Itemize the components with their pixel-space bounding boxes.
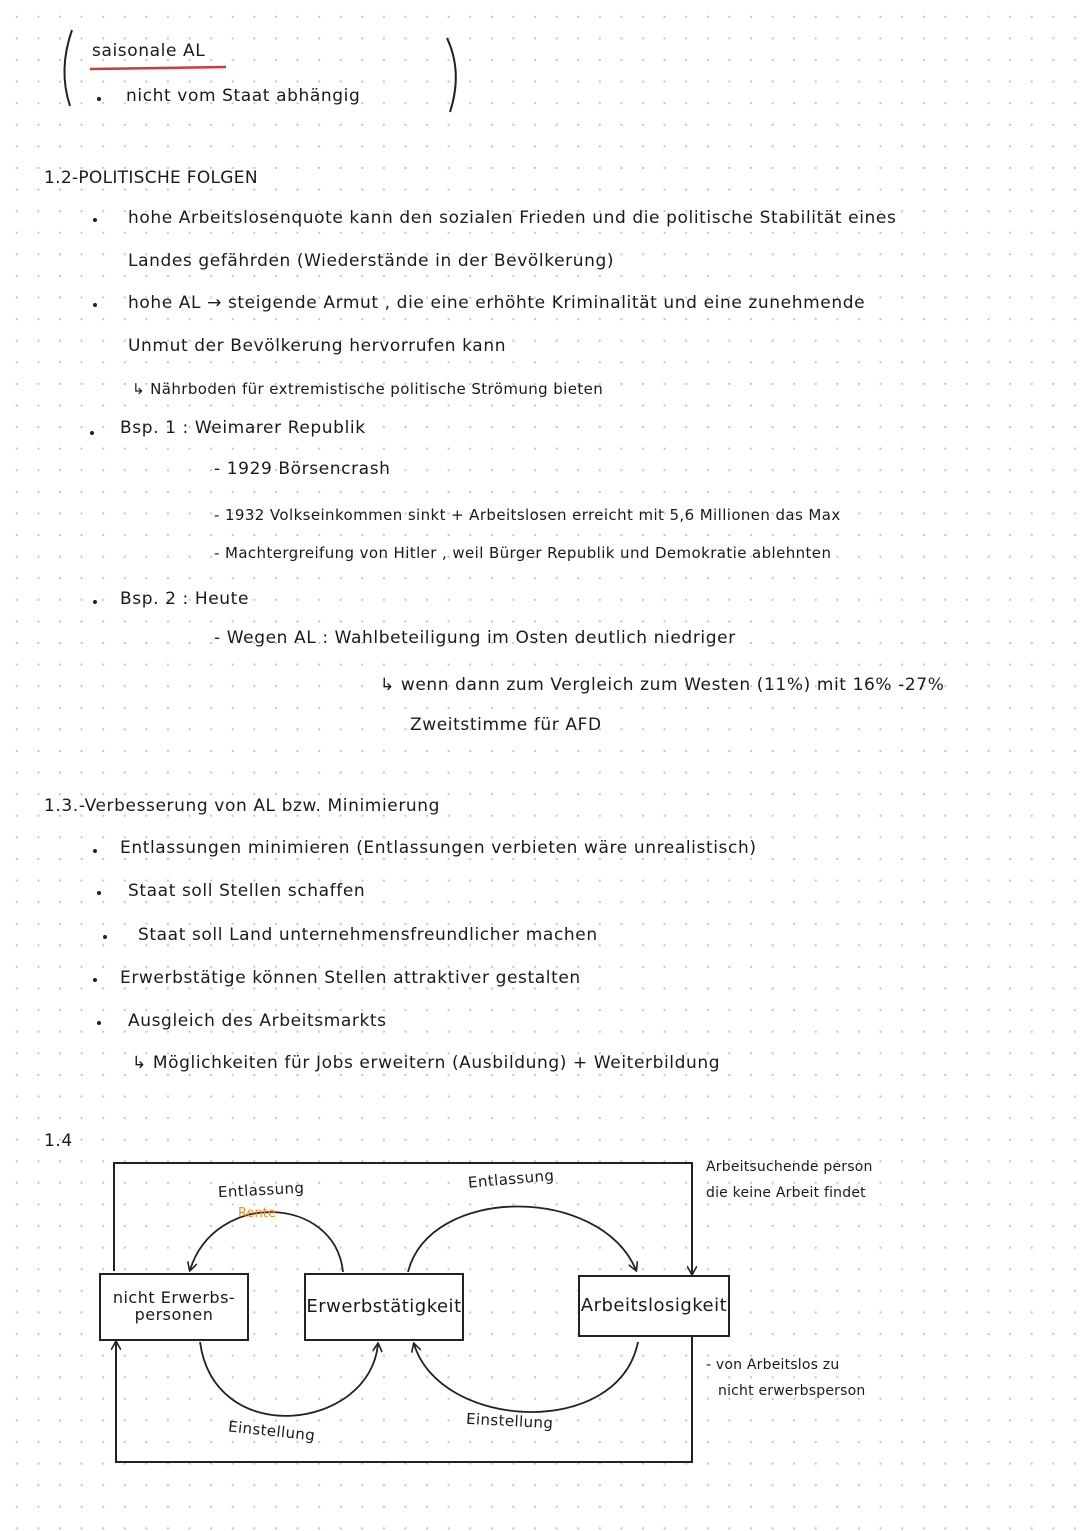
frame-top-arrow	[114, 1163, 692, 1274]
example-2-item-1: - Wegen AL : Wahlbeteiligung im Osten deutlich niedriger	[214, 628, 736, 648]
arc-entlassung-rente	[190, 1212, 343, 1272]
measure-5: Ausgleich des Arbeitsmarkts	[128, 1011, 387, 1031]
box-arbeitslosigkeit	[578, 1275, 730, 1337]
example-1-heading: Bsp. 1 : Weimarer Republik	[120, 418, 366, 438]
bullet-2-line-3: ↳ Nährboden für extremistische politische Strömung bieten	[132, 380, 604, 398]
example-1-item-3: - Machtergreifung von Hitler , weil Bürger Republik und Demokratie ablehnten	[214, 544, 832, 562]
seasonal-item: nicht vom Staat abhängig	[126, 86, 361, 106]
example-2-item-3: Zweitstimme für AFD	[410, 715, 602, 735]
measure-5-sub: ↳ Möglichkeiten für Jobs erweitern (Ausbildung) + Weiterbildung	[132, 1053, 721, 1073]
measure-3: Staat soll Land unternehmensfreundlicher machen	[138, 925, 598, 945]
example-1-item-1: - 1929 Börsencrash	[214, 459, 391, 479]
note-bottom-line-1: - von Arbeitslos zu	[706, 1357, 840, 1373]
box-erwerbstaetigkeit	[304, 1273, 464, 1341]
label-einstellung-right: Einstellung	[465, 1409, 554, 1433]
bullet-2-line-2: Unmut der Bevölkerung hervorrufen kann	[128, 336, 507, 356]
section-heading-1-2: 1.2-POLITISCHE FOLGEN	[44, 168, 258, 188]
arc-einstellung-left	[200, 1342, 378, 1416]
section-label-1-4: 1.4	[44, 1131, 73, 1151]
note-top-line-1: Arbeitsuchende person	[706, 1159, 873, 1175]
measure-1: Entlassungen minimieren (Entlassungen verbieten wäre unrealistisch)	[120, 838, 757, 858]
measure-4: Erwerbstätige können Stellen attraktiver gestalten	[120, 968, 581, 988]
box-arbeitslosigkeit-label: Arbeitslosigkeit	[580, 1294, 728, 1316]
bullet-1-line-2: Landes gefährden (Wiederstände in der Bevölkerung)	[128, 251, 615, 271]
measure-2: Staat soll Stellen schaffen	[128, 881, 366, 901]
box-nicht-erwerbspersonen	[99, 1273, 249, 1341]
arc-entlassung	[408, 1206, 636, 1272]
example-2-item-2: ↳ wenn dann zum Vergleich zum Westen (11%) mit 16% -27%	[380, 675, 945, 695]
section-heading-1-3: 1.3.-Verbesserung von AL bzw. Minimierung	[44, 796, 441, 816]
example-1-item-2: - 1932 Volkseinkommen sinkt + Arbeitslosen erreicht mit 5,6 Millionen das Max	[214, 506, 841, 524]
label-entlassung-right: Entlassung	[467, 1166, 555, 1192]
label-rente: Rente	[238, 1206, 276, 1221]
bullet-2-line-1: hohe AL → steigende Armut , die eine erhöhte Kriminalität und eine zunehmende	[128, 293, 866, 313]
example-2-heading: Bsp. 2 : Heute	[120, 589, 250, 609]
label-entlassung-left: Entlassung	[217, 1178, 305, 1202]
box-erwerbstaetigkeit-label: Erwerbstätigkeit	[306, 1295, 462, 1317]
bullet-1-line-1: hohe Arbeitslosenquote kann den sozialen Frieden und die politische Stabilität eines	[128, 208, 897, 228]
note-top-line-2: die keine Arbeit findet	[706, 1185, 866, 1201]
seasonal-title: saisonale AL	[92, 41, 206, 61]
box-nicht-erwerbspersonen-label: nicht Erwerbs- personen	[112, 1288, 236, 1324]
arc-einstellung-right	[414, 1342, 638, 1412]
label-einstellung-left: Einstellung	[227, 1417, 317, 1445]
note-bottom-line-2: nicht erwerbsperson	[718, 1383, 866, 1399]
